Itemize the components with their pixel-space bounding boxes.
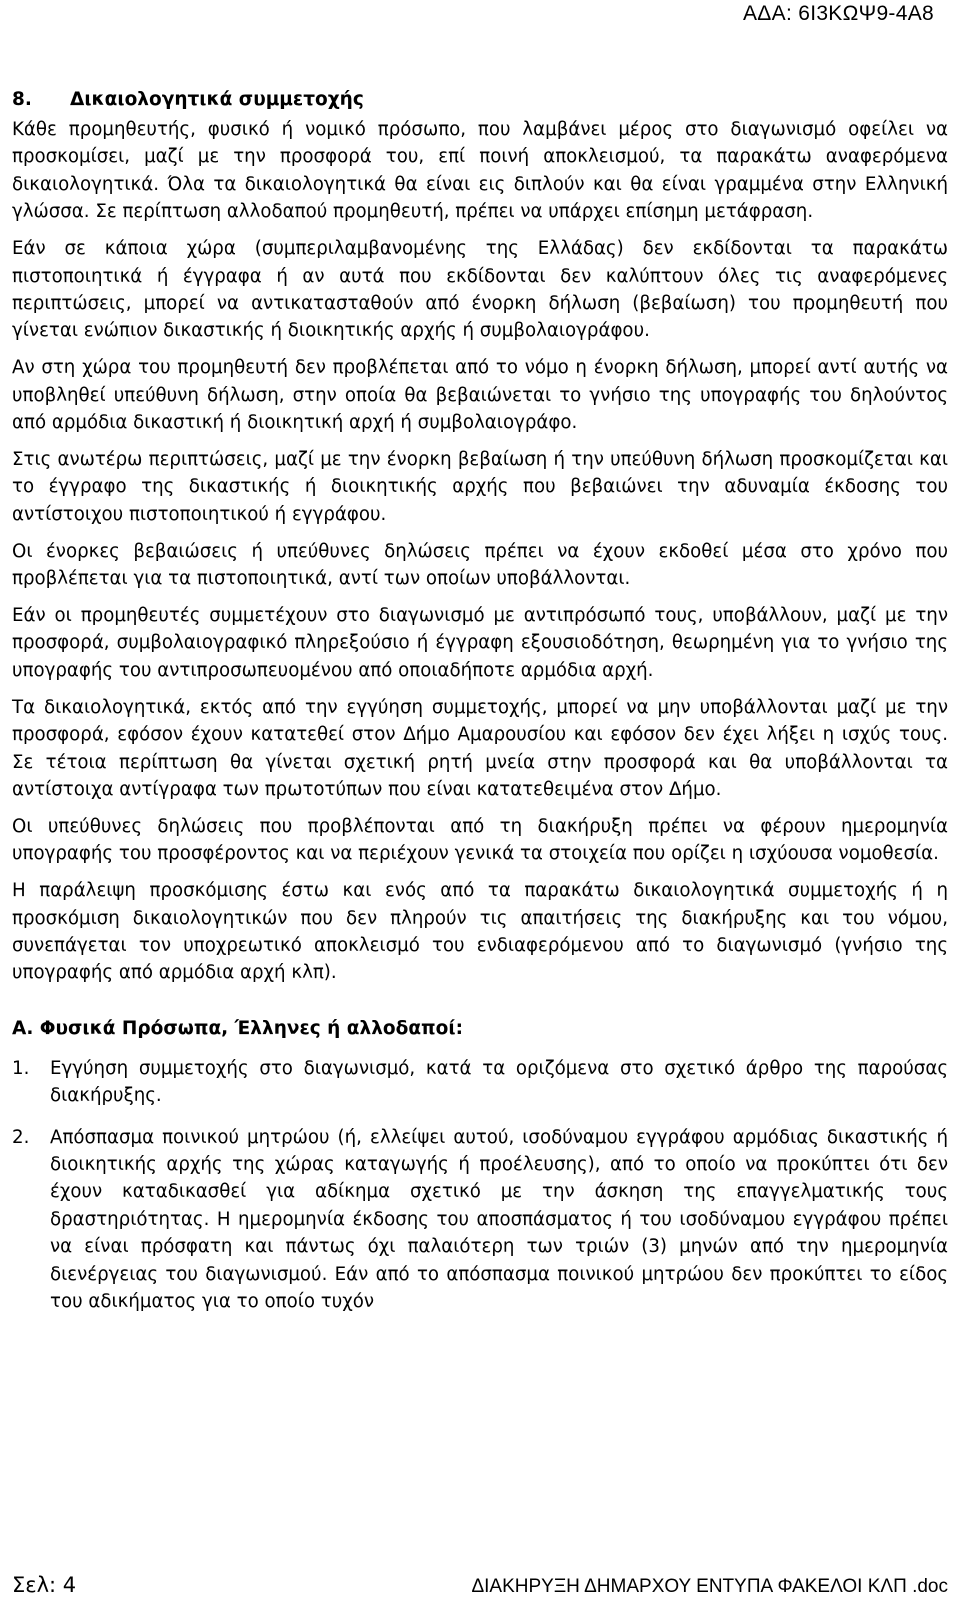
document-body: [12, 86, 948, 1329]
list-item-text: Εγγύηση συμμετοχής στο διαγωνισμό, κατά τα οριζόμενα στο σχετικό άρθρο της παρούσας διακήρυξης.: [50, 1057, 948, 1107]
section-title: Δικαιολογητικά συμμετοχής: [70, 89, 364, 110]
list-marker: 1.: [12, 1057, 30, 1079]
list-item: [12, 1055, 948, 1110]
subheading: Α. Φυσικά Πρόσωπα, Έλληνες ή αλλοδαποί:: [12, 1017, 464, 1039]
document-list: [12, 1055, 948, 1316]
list-item: [12, 1124, 948, 1316]
section-heading: [12, 86, 948, 114]
paragraph: Οι ένορκες βεβαιώσεις ή υπεύθυνες δηλώσεις πρέπει να έχουν εκδοθεί μέσα στο χρόνο που προβλέπεται για τα πιστοποιητικά, αντί των οποίων υποβάλλονται.: [12, 540, 948, 590]
document-filename: ΔΙΑΚΗΡΥΞΗ ΔΗΜΑΡΧΟΥ ΕΝΤΥΠΑ ΦΑΚΕΛΟΙ ΚΛΠ .doc: [471, 1576, 948, 1597]
paragraph: Η παράλειψη προσκόμισης έστω και ενός από τα παρακάτω δικαιολογητικά συμμετοχής ή η προσκόμιση δικαιολογητικών που δεν πληρούν τις απαιτήσεις της διακήρυξης και του νόμου, συνεπάγεται τον υποχρεωτικό αποκλεισμό του ενδιαφερόμενου από το διαγωνισμό (γνήσιο της υπογραφής από αρμόδια αρχή κλπ).: [12, 880, 948, 984]
page-number: Σελ: 4: [12, 1573, 77, 1597]
paragraph: Τα δικαιολογητικά, εκτός από την εγγύηση συμμετοχής, μπορεί να μην υποβάλλονται μαζί με την προσφορά, εφόσον έχουν κατατεθεί στον Δήμο Αμαρουσίου και εφόσον δεν έχει λήξει η ισχύς τους. Σε τέτοια περίπτωση θα γίνεται σχετική ρητή μνεία στην προσφορά και θα υποβάλλονται τα αντίστοιχα αντίγραφα των πρωτοτύπων που είναι κατατεθειμένα στον Δήμο.: [12, 696, 948, 800]
paragraph: Αν στη χώρα του προμηθευτή δεν προβλέπεται από το νόμο η ένορκη δήλωση, μπορεί αντί αυτής να υποβληθεί υπεύθυνη δήλωση, στην οποία θα βεβαιώνεται το γνήσιο της υπογραφής του δηλούντος από αρμόδια δικαστική ή διοικητική αρχή ή συμβολαιογράφο.: [12, 357, 948, 434]
paragraph: Οι υπεύθυνες δηλώσεις που προβλέπονται από τη διακήρυξη πρέπει να φέρουν ημερομηνία υπογραφής του προσφέροντος και να περιέχουν γενικά τα στοιχεία που ορίζει η ισχύουσα νομοθεσία.: [12, 815, 948, 865]
list-marker: 2.: [12, 1126, 30, 1148]
ada-code: ΑΔΑ: 6Ι3ΚΩΨ9-4Α8: [743, 2, 934, 25]
section-number: 8.: [12, 89, 32, 110]
paragraph: Κάθε προμηθευτής, φυσικό ή νομικό πρόσωπο, που λαμβάνει μέρος στο διαγωνισμό οφείλει να προσκομίσει, μαζί με την προσφορά του, επί ποινή αποκλεισμού, τα παρακάτω αναφερόμενα δικαιολογητικά. Όλα τα δικαιολογητικά θα είναι εις διπλούν και θα είναι γραμμένα στην Ελληνική γλώσσα. Σε περίπτωση αλλοδαπού προμηθευτή, πρέπει να υπάρχει επίσημη μετάφραση.: [12, 119, 948, 223]
list-item-text: Απόσπασμα ποινικού μητρώου (ή, ελλείψει αυτού, ισοδύναμου εγγράφου αρμόδιας δικαστικής ή διοικητικής αρχής της χώρας καταγωγής ή προέλευσης), από το οποίο να προκύπτει ότι δεν έχουν καταδικασθεί για αδίκημα σχετικό με την άσκηση της επαγγελματικής τους δραστηριότητας. Η ημερομηνία έκδοσης του αποσπάσματος ή του ισοδύναμου εγγράφου πρέπει να είναι πρόσφατη και πάντως όχι παλαιότερη των τριών (3) μηνών από την ημερομηνία διενέργειας του διαγωνισμού. Εάν από το απόσπασμα ποινικού μητρώου δεν προκύπτει το είδος του αδικήματος για το οποίο τυχόν: [50, 1126, 948, 1313]
paragraph: Εάν σε κάποια χώρα (συμπεριλαμβανομένης της Ελλάδας) δεν εκδίδονται τα παρακάτω πιστοποιητικά ή έγγραφα ή αν αυτά που εκδίδονται δεν καλύπτουν όλες τις αναφερόμενες περιπτώσεις, μπορεί να αντικατασταθούν από ένορκη δήλωση (βεβαίωση) του προμηθευτή που γίνεται ενώπιον δικαστικής ή διοικητικής αρχής ή συμβολαιογράφου.: [12, 238, 948, 342]
paragraph: Εάν οι προμηθευτές συμμετέχουν στο διαγωνισμό με αντιπρόσωπό τους, υποβάλλουν, μαζί με την προσφορά, συμβολαιογραφικό πληρεξούσιο ή έγγραφη εξουσιοδότηση, θεωρημένη για το γνήσιο της υπογραφής του αντιπροσωπευομένου από οποιαδήποτε αρμόδια αρχή.: [12, 605, 948, 681]
paragraph: Στις ανωτέρω περιπτώσεις, μαζί με την ένορκη βεβαίωση ή την υπεύθυνη δήλωση προσκομίζεται και το έγγραφο της δικαστικής ή διοικητικής αρχής που βεβαιώνει την αδυναμία έκδοσης του αντίστοιχου πιστοποιητικού ή εγγράφου.: [12, 448, 948, 525]
